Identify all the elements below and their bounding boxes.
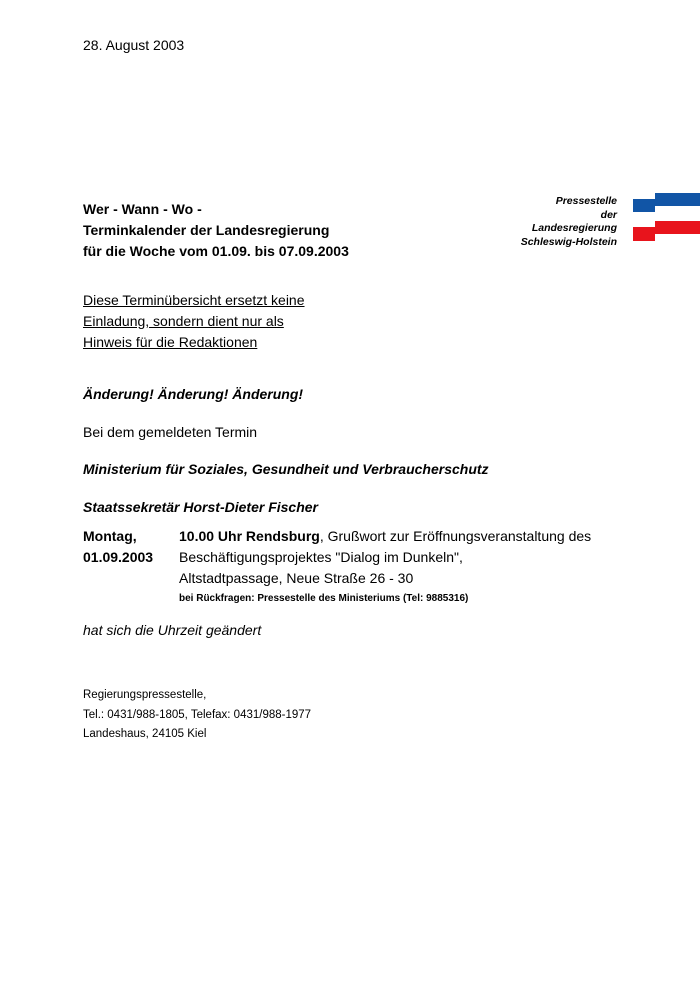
- title-line-2: Terminkalender der Landesregierung: [83, 222, 330, 238]
- state-flag-logo-icon: [633, 193, 700, 243]
- logo-line-1: Pressestelle: [555, 195, 617, 207]
- appointment-details: [179, 526, 619, 589]
- footer-line-1: Regierungspressestelle,: [83, 689, 207, 701]
- title-line-3: für die Woche vom 01.09. bis 07.09.2003: [83, 243, 349, 259]
- logo-line-4: Schleswig-Holstein: [520, 235, 617, 248]
- appointment-contact: bei Rückfragen: Pressestelle des Ministeriums (Tel: 9885316): [179, 593, 469, 604]
- footer-address: [83, 686, 311, 745]
- title-line-1: Wer - Wann - Wo -: [83, 201, 202, 217]
- intro-text: Bei dem gemeldeten Termin: [83, 424, 258, 440]
- disclaimer-line-2: Einladung, sondern dient nur als: [83, 313, 284, 329]
- disclaimer-line-3: Hinweis für die Redaktionen: [83, 334, 258, 350]
- change-notice: Änderung! Änderung! Änderung!: [83, 386, 304, 402]
- footer-line-2: Tel.: 0431/988-1805, Telefax: 0431/988-1977: [83, 708, 312, 721]
- press-office-logo-text: [457, 195, 617, 249]
- logo-line-3: Landesregierung: [531, 222, 617, 234]
- time-changed-note: hat sich die Uhrzeit geändert: [83, 622, 262, 638]
- footer-line-3: Landeshaus, 24105 Kiel: [83, 728, 207, 740]
- appointment-description-1: , Grußwort zur Eröffnungsveranstaltung des: [319, 528, 592, 544]
- appointment-description-2: Beschäftigungsprojektes "Dialog im Dunkeln",: [179, 549, 463, 565]
- flag-blue-stripe: [633, 193, 700, 212]
- appointment-time-place: 10.00 Uhr Rendsburg: [179, 528, 320, 544]
- disclaimer-line-1: Diese Terminübersicht ersetzt keine: [83, 292, 305, 308]
- logo-line-2: der: [600, 208, 617, 221]
- appointment-date: 01.09.2003: [83, 549, 154, 565]
- ministry-heading: Ministerium für Soziales, Gesundheit und Verbraucherschutz: [83, 461, 489, 477]
- editorial-disclaimer: [83, 290, 305, 353]
- appointment-description-3: Altstadtpassage, Neue Straße 26 - 30: [179, 570, 414, 586]
- person-heading: Staatssekretär Horst-Dieter Fischer: [83, 499, 318, 515]
- document-title: [83, 199, 349, 262]
- flag-red-stripe: [633, 221, 700, 241]
- appointment-weekday: Montag,: [83, 528, 137, 544]
- document-date: 28. August 2003: [83, 37, 185, 53]
- appointment-day: [83, 526, 153, 568]
